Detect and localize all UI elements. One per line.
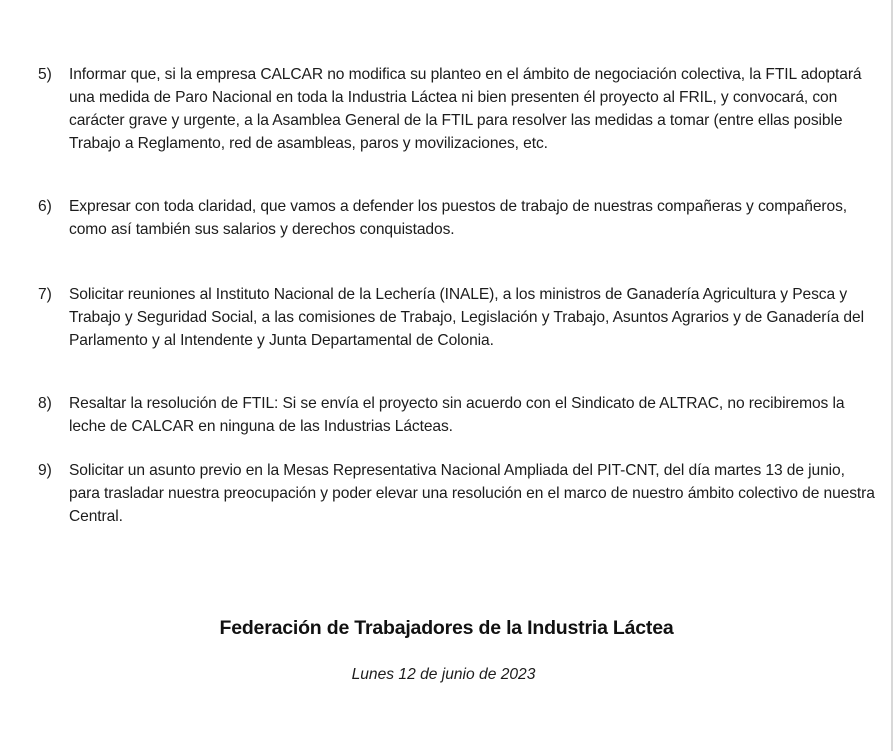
resolution-item-7 bbox=[38, 283, 878, 352]
item-text: Solicitar reuniones al Instituto Nacional de la Lechería (INALE), a los ministros de Ganadería Agricultura y Pesca y Trabajo y Seguridad Social, a las comisiones de Trabajo, Legislación y Trabajo, Asuntos Agrarios y de Ganadería del Parlamento y al Intendente y Junta Departamental de Colonia. bbox=[69, 286, 864, 349]
item-text: Solicitar un asunto previo en la Mesas Representativa Nacional Ampliada del PIT-CNT, del día martes 13 de junio, para trasladar nuestra preocupación y poder elevar una resolución en el marco de nuestro ámbito colectivo de nuestra Central. bbox=[69, 462, 875, 525]
item-number: 7) bbox=[38, 286, 52, 303]
item-text: Expresar con toda claridad, que vamos a defender los puestos de trabajo de nuestras compañeras y compañeros, como así también sus salarios y derechos conquistados. bbox=[69, 198, 848, 238]
item-number: 9) bbox=[38, 462, 52, 479]
item-number: 5) bbox=[38, 66, 52, 83]
resolution-item-5 bbox=[38, 63, 878, 155]
item-number: 8) bbox=[38, 395, 52, 412]
resolution-item-8 bbox=[38, 392, 878, 438]
signature-organization: Federación de Trabajadores de la Industria Láctea bbox=[219, 617, 674, 639]
item-text: Resaltar la resolución de FTIL: Si se envía el proyecto sin acuerdo con el Sindicato de ALTRAC, no recibiremos la leche de CALCAR en ninguna de las Industrias Lácteas. bbox=[69, 395, 845, 435]
document-date: Lunes 12 de junio de 2023 bbox=[351, 666, 536, 683]
item-text: Informar que, si la empresa CALCAR no modifica su planteo en el ámbito de negociación colectiva, la FTIL adoptará una medida de Paro Nacional en toda la Industria Láctea ni bien presenten él proyecto al FRIL, y convocará, con carácter grave y urgente, a la Asamblea General de la FTIL para resolver las medidas a tomar (entre ellas posible Trabajo a Reglamento, red de asambleas, paros y movilizaciones, etc. bbox=[69, 66, 862, 152]
resolution-item-9 bbox=[38, 459, 878, 528]
item-number: 6) bbox=[38, 198, 52, 215]
resolution-item-6 bbox=[38, 195, 878, 241]
